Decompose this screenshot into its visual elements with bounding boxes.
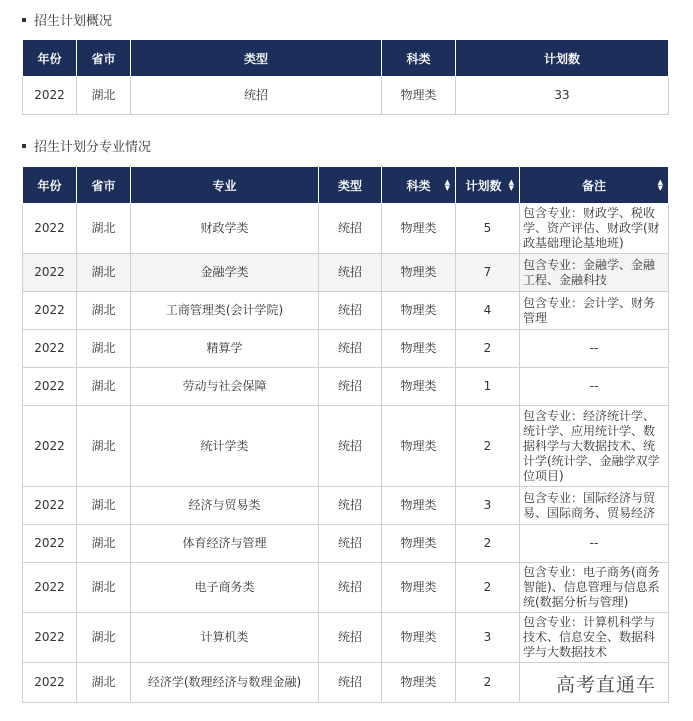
overview-cell-type: 统招 — [131, 77, 382, 115]
sort-icon[interactable]: ▲ ▼ — [444, 178, 450, 192]
cell-major: 财政学类 — [131, 204, 319, 254]
cell-province: 湖北 — [77, 613, 131, 663]
cell-type: 统招 — [319, 487, 382, 525]
cell-province: 湖北 — [77, 368, 131, 406]
detail-header-count[interactable] — [456, 167, 520, 204]
overview-header-type: 类型 — [131, 40, 382, 77]
cell-note: 包含专业：财政学、税收学、资产评估、财政学(财政基础理论基地班) — [520, 204, 669, 254]
overview-header-year: 年份 — [23, 40, 77, 77]
bullet-icon — [22, 18, 26, 22]
table-row — [23, 487, 669, 525]
cell-subject: 物理类 — [382, 368, 456, 406]
cell-major: 统计学类 — [131, 406, 319, 487]
table-row — [23, 563, 669, 613]
sort-icon[interactable]: ▲ ▼ — [508, 178, 514, 192]
overview-section-title — [22, 10, 112, 29]
cell-count: 5 — [456, 204, 520, 254]
cell-note: 包含专业：国际经济与贸易、国际商务、贸易经济 — [520, 487, 669, 525]
cell-type: 统招 — [319, 292, 382, 330]
detail-header-major: 专业 — [131, 167, 319, 204]
detail-header-count-label: 计划数 — [465, 178, 502, 193]
cell-subject: 物理类 — [382, 487, 456, 525]
cell-type: 统招 — [319, 406, 382, 487]
detail-header-type: 类型 — [319, 167, 382, 204]
cell-subject: 物理类 — [382, 330, 456, 368]
cell-province: 湖北 — [77, 563, 131, 613]
cell-note: 包含专业：电子商务(商务智能)、信息管理与信息系统(数据分析与管理) — [520, 563, 669, 613]
cell-type: 统招 — [319, 563, 382, 613]
overview-header-row — [23, 40, 669, 77]
cell-province: 湖北 — [77, 330, 131, 368]
detail-header-subject-label: 科类 — [406, 178, 431, 193]
cell-subject: 物理类 — [382, 613, 456, 663]
cell-year: 2022 — [23, 406, 77, 487]
cell-subject: 物理类 — [382, 204, 456, 254]
cell-province: 湖北 — [77, 406, 131, 487]
cell-major: 经济学(数理经济与数理金融) — [131, 663, 319, 703]
cell-year: 2022 — [23, 613, 77, 663]
cell-count: 2 — [456, 563, 520, 613]
table-row — [23, 330, 669, 368]
overview-title: 招生计划概况 — [34, 14, 113, 29]
cell-count: 4 — [456, 292, 520, 330]
cell-major: 体育经济与管理 — [131, 525, 319, 563]
sort-icon[interactable]: ▲ ▼ — [657, 178, 663, 192]
overview-cell-year: 2022 — [23, 77, 77, 115]
table-row — [23, 204, 669, 254]
cell-subject: 物理类 — [382, 663, 456, 703]
cell-province: 湖北 — [77, 487, 131, 525]
overview-cell-province: 湖北 — [77, 77, 131, 115]
cell-note: -- — [520, 330, 669, 368]
cell-subject: 物理类 — [382, 563, 456, 613]
watermark-text: 高考直通车 — [556, 674, 657, 696]
cell-note: 包含专业：经济统计学、统计学、应用统计学、数据科学与大数据技术、统计学(统计学、金融学双学位项目) — [520, 406, 669, 487]
cell-count: 3 — [456, 613, 520, 663]
cell-subject: 物理类 — [382, 406, 456, 487]
cell-major: 金融学类 — [131, 254, 319, 292]
cell-type: 统招 — [319, 663, 382, 703]
cell-type: 统招 — [319, 254, 382, 292]
cell-major: 电子商务类 — [131, 563, 319, 613]
cell-type: 统招 — [319, 330, 382, 368]
cell-year: 2022 — [23, 204, 77, 254]
cell-province: 湖北 — [77, 254, 131, 292]
detail-header-row — [23, 167, 669, 204]
cell-major: 计算机类 — [131, 613, 319, 663]
cell-year: 2022 — [23, 254, 77, 292]
overview-header-province: 省市 — [77, 40, 131, 77]
detail-header-province: 省市 — [77, 167, 131, 204]
cell-province: 湖北 — [77, 525, 131, 563]
table-row — [23, 368, 669, 406]
cell-note: 包含专业：计算机科学与技术、信息安全、数据科学与大数据技术 — [520, 613, 669, 663]
cell-count: 2 — [456, 406, 520, 487]
cell-type: 统招 — [319, 368, 382, 406]
detail-header-subject[interactable] — [382, 167, 456, 204]
cell-note: -- — [520, 368, 669, 406]
cell-province: 湖北 — [77, 663, 131, 703]
overview-row — [23, 77, 669, 115]
cell-count: 2 — [456, 663, 520, 703]
cell-count: 7 — [456, 254, 520, 292]
detail-header-note[interactable] — [520, 167, 669, 204]
cell-year: 2022 — [23, 563, 77, 613]
cell-count: 1 — [456, 368, 520, 406]
detail-header-year: 年份 — [23, 167, 77, 204]
overview-header-count: 计划数 — [456, 40, 669, 77]
cell-year: 2022 — [23, 292, 77, 330]
cell-year: 2022 — [23, 525, 77, 563]
table-row — [23, 254, 669, 292]
cell-province: 湖北 — [77, 292, 131, 330]
cell-note: 包含专业：金融学、金融工程、金融科技 — [520, 254, 669, 292]
table-row — [23, 292, 669, 330]
table-row — [23, 525, 669, 563]
cell-major: 经济与贸易类 — [131, 487, 319, 525]
cell-note: 包含专业：会计学、财务管理 — [520, 292, 669, 330]
overview-header-subject: 科类 — [382, 40, 456, 77]
cell-subject: 物理类 — [382, 292, 456, 330]
detail-section-title — [22, 136, 151, 155]
overview-cell-count: 33 — [456, 77, 669, 115]
cell-type: 统招 — [319, 613, 382, 663]
detail-title: 招生计划分专业情况 — [34, 140, 152, 155]
cell-note: -- — [520, 525, 669, 563]
cell-year: 2022 — [23, 330, 77, 368]
cell-count: 3 — [456, 487, 520, 525]
cell-subject: 物理类 — [382, 254, 456, 292]
cell-type: 统招 — [319, 525, 382, 563]
cell-major: 精算学 — [131, 330, 319, 368]
detail-table — [22, 166, 669, 703]
cell-province: 湖北 — [77, 204, 131, 254]
overview-table — [22, 39, 669, 115]
cell-count: 2 — [456, 525, 520, 563]
table-row — [23, 406, 669, 487]
detail-header-note-label: 备注 — [581, 178, 606, 193]
cell-year: 2022 — [23, 487, 77, 525]
cell-major: 劳动与社会保障 — [131, 368, 319, 406]
cell-year: 2022 — [23, 663, 77, 703]
cell-type: 统招 — [319, 204, 382, 254]
overview-cell-subject: 物理类 — [382, 77, 456, 115]
cell-year: 2022 — [23, 368, 77, 406]
table-row — [23, 613, 669, 663]
cell-count: 2 — [456, 330, 520, 368]
bullet-icon — [22, 144, 26, 148]
cell-subject: 物理类 — [382, 525, 456, 563]
cell-major: 工商管理类(会计学院) — [131, 292, 319, 330]
